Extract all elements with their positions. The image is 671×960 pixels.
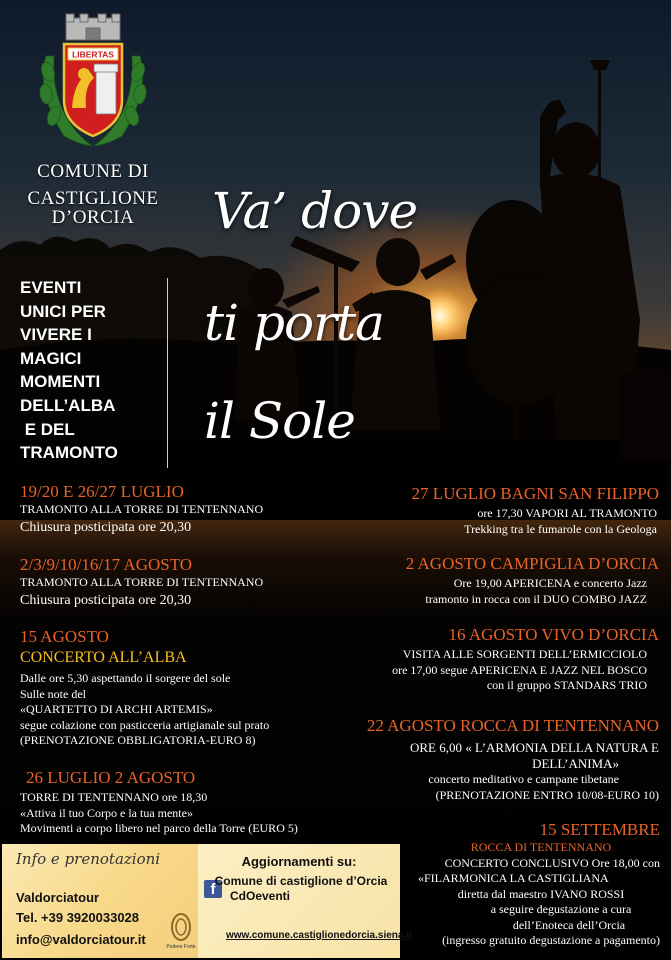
title-line-1: Va’ dove bbox=[212, 182, 418, 240]
title-line-3: il Sole bbox=[204, 392, 355, 450]
info-box bbox=[2, 844, 198, 958]
event-line: con il gruppo STANDARS TRIO bbox=[486, 678, 647, 692]
event-line: DELL’ANIMA» bbox=[532, 756, 619, 771]
event-left-2 bbox=[20, 555, 263, 610]
info-name: Valdorciatour bbox=[16, 890, 100, 905]
info-phone[interactable]: Tel. +39 3920033028 bbox=[16, 910, 140, 925]
info-email[interactable]: info@valdorciatour.it bbox=[16, 932, 146, 947]
event-sub: Chiusura posticipata ore 20,30 bbox=[20, 519, 192, 535]
event-right-3 bbox=[392, 625, 659, 694]
event-line: (PRENOTAZIONE ENTRO 10/08-EURO 10) bbox=[435, 787, 659, 802]
podere-forte-label: Podere Forte bbox=[166, 944, 196, 950]
event-heading: 15 SETTEMBRE bbox=[539, 820, 660, 839]
event-right-5 bbox=[402, 820, 660, 949]
event-line: TORRE DI TENTENNANO ore 18,30 bbox=[20, 790, 208, 804]
updates-title: Aggiornamenti su: bbox=[241, 854, 357, 869]
event-line: ore 17,00 segue APERICENA E JAZZ NEL BOSCO bbox=[392, 662, 647, 677]
facebook-icon[interactable]: f bbox=[204, 880, 222, 898]
eventi-line: MOMENTI bbox=[20, 372, 101, 392]
title-line-2: ti porta bbox=[204, 294, 384, 352]
info-title: Info e prenotazioni bbox=[16, 850, 161, 868]
facebook-line-2: CdOeventi bbox=[230, 889, 291, 903]
event-line: a seguire degustazione a cura bbox=[490, 902, 632, 916]
eventi-line: UNICI PER bbox=[20, 301, 106, 321]
podere-forte-logo-icon bbox=[170, 912, 192, 942]
event-subheading: CONCERTO ALL’ALBA bbox=[20, 649, 187, 666]
event-heading: 2/3/9/10/16/17 AGOSTO bbox=[20, 555, 193, 574]
updates-box bbox=[198, 844, 413, 958]
event-heading: 27 LUGLIO BAGNI SAN FILIPPO bbox=[411, 484, 659, 503]
event-line: (PRENOTAZIONE OBBLIGATORIA-EURO 8) bbox=[20, 733, 256, 747]
facebook-page[interactable] bbox=[202, 874, 400, 904]
event-line: tramonto in rocca con il DUO COMBO JAZZ bbox=[425, 591, 647, 606]
website-link[interactable]: www.comune.castiglionedorcia.siena.it bbox=[226, 930, 413, 941]
eventi-line: TRAMONTO bbox=[20, 443, 118, 463]
event-line: Movimenti a corpo libero nel parco della Torre (EURO 5) bbox=[20, 821, 298, 835]
event-subheading: ROCCA DI TENTENNANO bbox=[470, 840, 612, 854]
crest-banner: LIBERTAS bbox=[72, 49, 114, 60]
facebook-line-1: Comune di castiglione d’Orcia bbox=[214, 874, 388, 888]
event-line: CONCERTO CONCLUSIVO Ore 18,00 con bbox=[444, 855, 660, 870]
event-line: TRAMONTO ALLA TORRE DI TENTENNANO bbox=[20, 502, 264, 516]
event-left-4 bbox=[20, 768, 298, 837]
event-line: concerto meditativo e campane tibetane bbox=[428, 772, 619, 786]
comune-line-2: CASTIGLIONE D’ORCIA bbox=[27, 188, 159, 228]
event-line: dell’Enoteca dell’Orcia bbox=[512, 917, 626, 932]
event-heading: 22 AGOSTO ROCCA DI TENTENNANO bbox=[366, 716, 659, 735]
eventi-line: VIVERE I bbox=[20, 325, 92, 345]
eventi-divider bbox=[167, 278, 168, 468]
event-right-2 bbox=[406, 554, 659, 607]
event-line: ore 17,30 VAPORI AL TRAMONTO bbox=[477, 506, 657, 520]
event-line: segue colazione con pasticceria artigianale sul prato bbox=[20, 717, 270, 732]
event-heading: 15 AGOSTO bbox=[20, 627, 109, 646]
comune-line-1: COMUNE DI bbox=[37, 161, 149, 182]
eventi-line: DELL’ALBA bbox=[20, 395, 116, 415]
event-line: (ingresso gratuito degustazione a pagamento) bbox=[442, 933, 660, 947]
event-line: VISITA ALLE SORGENTI DELL’ERMICCIOLO bbox=[402, 647, 647, 661]
event-line: TRAMONTO ALLA TORRE DI TENTENNANO bbox=[20, 575, 264, 589]
event-line: ORE 6,00 « L’ARMONIA DELLA NATURA E bbox=[409, 740, 659, 755]
event-right-1 bbox=[412, 484, 659, 537]
comune-crest-icon bbox=[34, 12, 152, 150]
event-heading: 2 AGOSTO CAMPIGLIA D’ORCIA bbox=[405, 554, 659, 573]
event-line: «Attiva il tuo Corpo e la tua mente» bbox=[20, 805, 193, 820]
event-line: Trekking tra le fumarole con la Geologa bbox=[464, 521, 657, 536]
event-line: «QUARTETTO DI ARCHI ARTEMIS» bbox=[20, 702, 213, 716]
event-line: Ore 19,00 APERICENA e concerto Jazz bbox=[453, 576, 647, 590]
event-heading: 16 AGOSTO VIVO D’ORCIA bbox=[448, 625, 659, 644]
eventi-line: MAGICI bbox=[20, 348, 82, 368]
event-line: Dalle ore 5,30 aspettando il sorgere del sole bbox=[20, 671, 231, 685]
event-heading: 26 LUGLIO 2 AGOSTO bbox=[26, 768, 196, 787]
eventi-line: EVENTI bbox=[20, 278, 82, 297]
event-left-3 bbox=[20, 627, 269, 749]
event-sub: Chiusura posticipata ore 20,30 bbox=[20, 592, 192, 608]
event-line: Sulle note del bbox=[20, 686, 86, 701]
eventi-block bbox=[20, 276, 170, 465]
event-heading: 19/20 E 26/27 LUGLIO bbox=[20, 482, 184, 501]
comune-name bbox=[0, 162, 186, 235]
event-line: diretta dal maestro IVANO ROSSI bbox=[457, 886, 625, 901]
event-line: «FILARMONICA LA CASTIGLIANA bbox=[418, 871, 609, 885]
event-right-4 bbox=[367, 716, 659, 803]
eventi-line: E DEL bbox=[20, 419, 75, 439]
event-left-1 bbox=[20, 482, 263, 537]
